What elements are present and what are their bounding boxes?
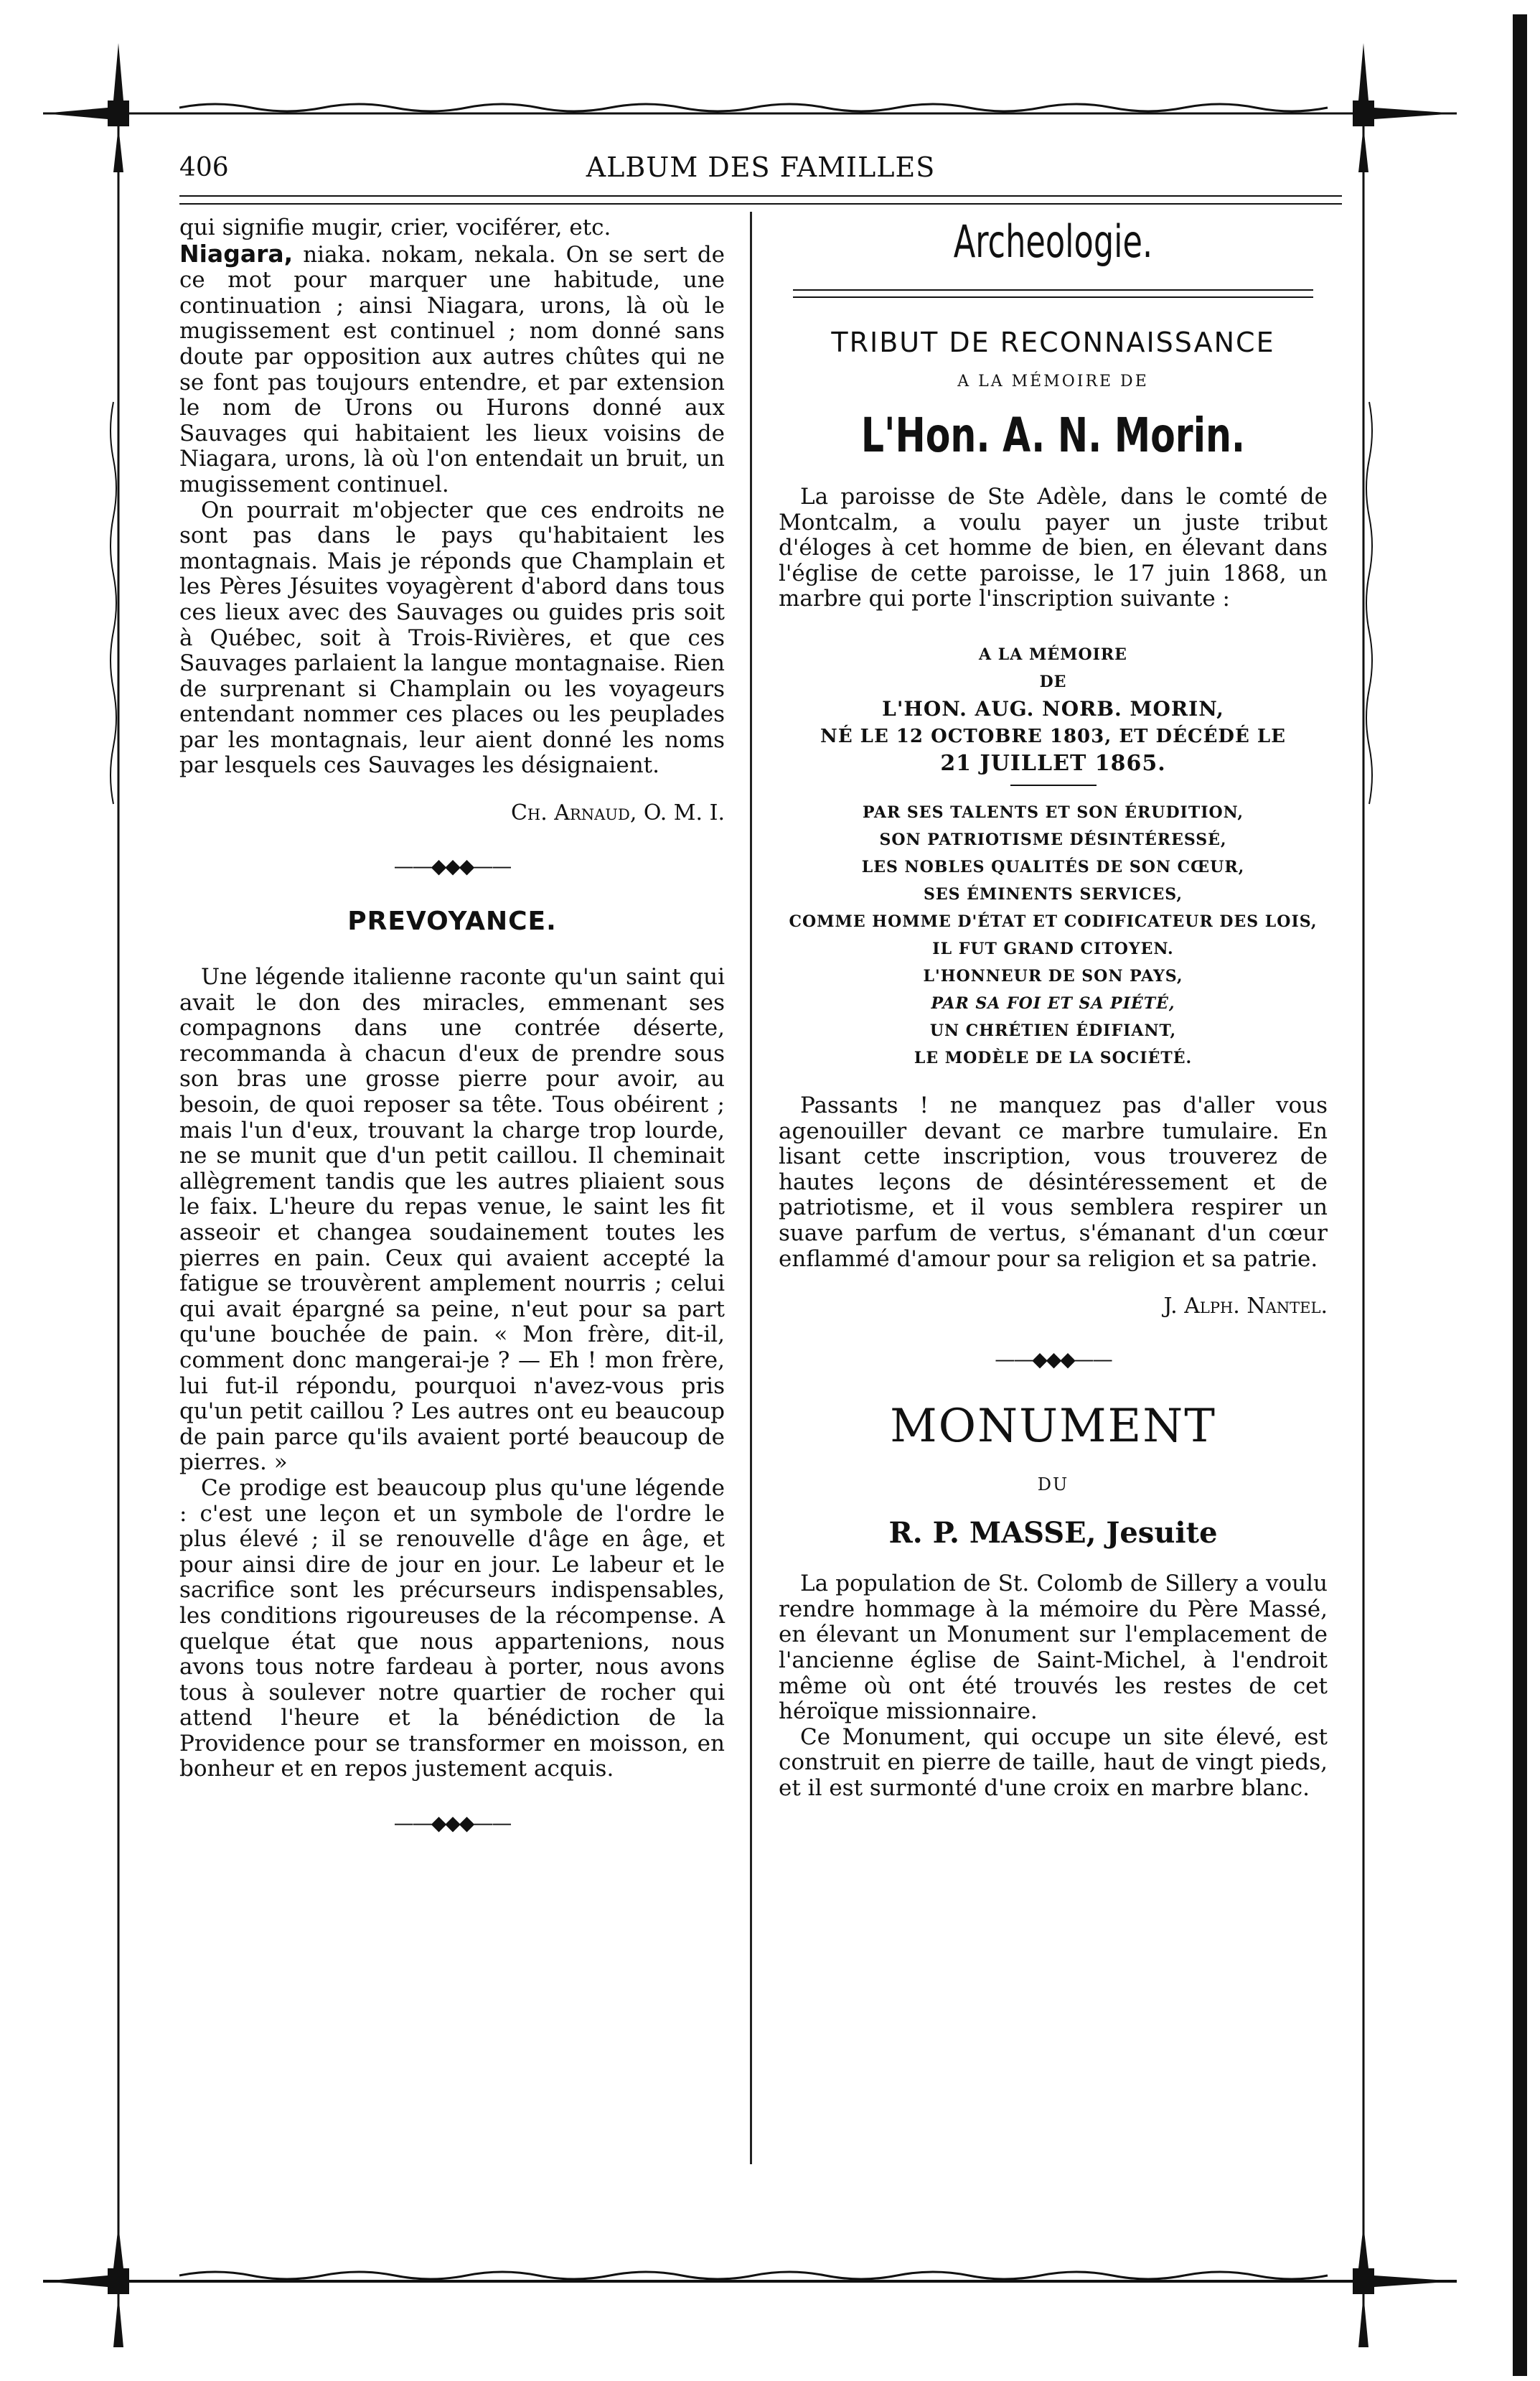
archeologie-rule <box>793 289 1313 298</box>
signature-arnaud: Ch. Arnaud, O. M. I. <box>510 800 725 826</box>
right-wave-ornament <box>1366 402 1372 804</box>
paragraph-niagara <box>179 241 725 498</box>
column-divider <box>750 212 752 2164</box>
prevoyance-paragraph-1: Une légende italienne raconte qu'un saint qui avait le don des miracles, emmenant ses compagnons dans une contrée déserte, recommanda à chacun d'eux de prendre sous son bras une grosse pierre pour avoir, au besoin, de quoi reposer sa tête. Tous obéirent ; mais l'un d'eux, trouvant la charge trop lourde, ne se munit que d'un petit caillou. Il cheminait allègrement tandis que les autres pliaient sous le faix. L'heure du repas venue, le saint les fit asseoir et changea soudainement toutes les pierres en pain. Ceux qui avaient accepté la fatigue se trouvèrent amplement nourris ; celui qui avait épargné sa peine, n'eut pour sa part qu'une bouchée de pain. « Mon frère, dit-il, comment donc mangerai-je ? — Eh ! mon frère, lui fut-il répondu, pourquoi n'avez-vous pris qu'un petit caillou ? Les autres ont eu beaucoup de pain parce qu'ils avaient porté beaucoup de pierres. » <box>179 964 725 1476</box>
paragraph-objection: On pourrait m'objecter que ces endroits ne sont pas dans le pays qu'habitaient les montagnais. Mais je réponds que Champlain et les Pères Jésuites voyagèrent d'abord dans tous ces lieux avec des Sauvages ou guides pris soit à Québec, soit à Trois-Rivières, et que ces Sauvages parlaient la langue montagnaise. Rien de surprenant si Champlain ou les voyageurs entendant nommer ces places ou les peuplades par les montagnais, leur aient donné les noms par lesquels ces Sauvages les désignaient. <box>179 497 725 779</box>
niagara-text: niaka. nokam, nekala. On se sert de ce mot pour marquer une habitude, une continuation ; ainsi Niagara, urons, là où le mugissement est continuel ; nom donné sans doute par opposition aux autres chûtes qui ne se font pas toujours entendre, et par extension le nom de Urons ou Hurons donné aux Sauvages qui habitaient les lieux voisins de Niagara, urons, là où l'on entendait un bruit, un mugissement continuel. <box>179 241 726 497</box>
inscription-rule <box>1010 785 1097 786</box>
passants-paragraph: Passants ! ne manquez pas d'aller vous agenouiller devant ce marbre tumulaire. En lisant cette inscription, vous trouverez de hautes leçons de désintéressement et de patriotisme, et il vous semblera respirer un suave parfum de vertus, s'émanant d'un cœur enflammé d'amour pour sa religion et sa patrie. <box>779 1092 1328 1272</box>
running-title: ALBUM DES FAMILLES <box>586 151 936 183</box>
monument-paragraph-1: La population de St. Colomb de Sillery a voulu rendre hommage à la mémoire du Père Massé, en élevant un Monument sur l'emplacement de l'ancienne église de Saint-Michel, à l'endroit même où ont été trouvés les restes de cet héroïque missionnaire. <box>779 1571 1328 1725</box>
inscription-line: 21 JUILLET 1865. <box>940 750 1166 776</box>
inscription-line: PAR SES TALENTS ET SON ÉRUDITION, <box>862 803 1244 822</box>
inscription-line: IL FUT GRAND CITOYEN. <box>932 939 1174 958</box>
masse-title: R. P. MASSE, Jesuite <box>888 1516 1218 1550</box>
inscription-line: L'HON. AUG. NORB. MORIN, <box>882 696 1224 721</box>
right-column <box>779 215 1328 1801</box>
monument-title: MONUMENT <box>890 1400 1216 1454</box>
prevoyance-title: PREVOYANCE. <box>347 907 557 937</box>
inscription-line: L'HONNEUR DE SON PAYS, <box>923 966 1183 986</box>
morin-intro: La paroisse de Ste Adèle, dans le comté de Montcalm, a voulu payer un juste tribut d'éloges à cet homme de bien, en élevant dans l'église de cette paroisse, le 17 juin 1868, un marbre qui porte l'inscription suivante : <box>779 484 1328 612</box>
corner-ornament-top-left <box>43 43 129 172</box>
corner-ornament-bottom-right <box>1353 2225 1457 2347</box>
corner-ornament-top-right <box>1353 43 1457 172</box>
inscription-line: A LA MÉMOIRE <box>979 645 1127 664</box>
page-edge-band <box>1513 14 1527 2376</box>
du-line: DU <box>1037 1474 1069 1495</box>
ornament-divider: ——◆◆◆—— <box>995 1347 1112 1372</box>
page-header <box>179 147 1342 197</box>
signature-nantel: J. Alph. Nantel. <box>1163 1294 1328 1319</box>
inscription-line: SES ÉMINENTS SERVICES, <box>923 884 1183 904</box>
ornament-divider: ——◆◆◆—— <box>393 1811 511 1835</box>
inscription-line: LE MODÈLE DE LA SOCIÉTÉ. <box>914 1048 1193 1067</box>
inscription-line: UN CHRÉTIEN ÉDIFIANT, <box>929 1021 1177 1040</box>
inscription-block <box>779 641 1328 1072</box>
monument-paragraph-2: Ce Monument, qui occupe un site élevé, est construit en pierre de taille, haut de vingt pieds, et il est surmonté d'une croix en marbre blanc. <box>779 1723 1328 1801</box>
archeologie-title: Archeologie. <box>953 215 1153 268</box>
prevoyance-paragraph-2: Ce prodige est beaucoup plus qu'une légende : c'est une leçon et un symbole de l'ordre le plus élevé ; il se renouvelle d'âge en âge, et pour ainsi dire de jour en jour. Le labeur et le sacrifice sont les précurseurs indispensables, les conditions rigoureuses de la récompense. A quelque état que nous appartenions, nous avons tous notre fardeau à porter, nous avons tous à soulever notre quartier de rocher qui attend l'heure et la bénédiction de la Providence pour se transformer en moisson, en bonheur et en repos justement acquis. <box>179 1474 725 1782</box>
inscription-line: DE <box>1039 672 1067 691</box>
inscription-line: NÉ LE 12 OCTOBRE 1803, ET DÉCÉDÉ LE <box>820 725 1286 747</box>
corner-ornament-bottom-left <box>43 2225 129 2347</box>
a-la-memoire-de: A LA MÉMOIRE DE <box>957 373 1149 390</box>
left-wave-ornament <box>111 402 116 804</box>
left-column <box>179 215 725 1863</box>
top-wave-ornament <box>179 104 1328 111</box>
bottom-wave-ornament <box>179 2272 1328 2279</box>
honoree-name: L'Hon. A. N. Morin. <box>860 408 1246 463</box>
tribut-title: TRIBUT DE RECONNAISSANCE <box>831 327 1275 358</box>
inscription-line: LES NOBLES QUALITÉS DE SON CŒUR, <box>861 857 1245 876</box>
page-number: 406 <box>179 153 229 182</box>
inscription-line: PAR SA FOI ET SA PIÉTÉ, <box>931 993 1175 1013</box>
inscription-line: SON PATRIOTISME DÉSINTÉRESSÉ, <box>879 830 1227 849</box>
niagara-lead: Niagara, <box>179 239 294 268</box>
paragraph-mugir: qui signifie mugir, crier, vociférer, etc. <box>179 215 611 240</box>
ornament-divider: ——◆◆◆—— <box>393 854 511 879</box>
header-rule <box>179 195 1342 205</box>
inscription-line: COMME HOMME D'ÉTAT ET CODIFICATEUR DES LOIS, <box>789 912 1318 931</box>
